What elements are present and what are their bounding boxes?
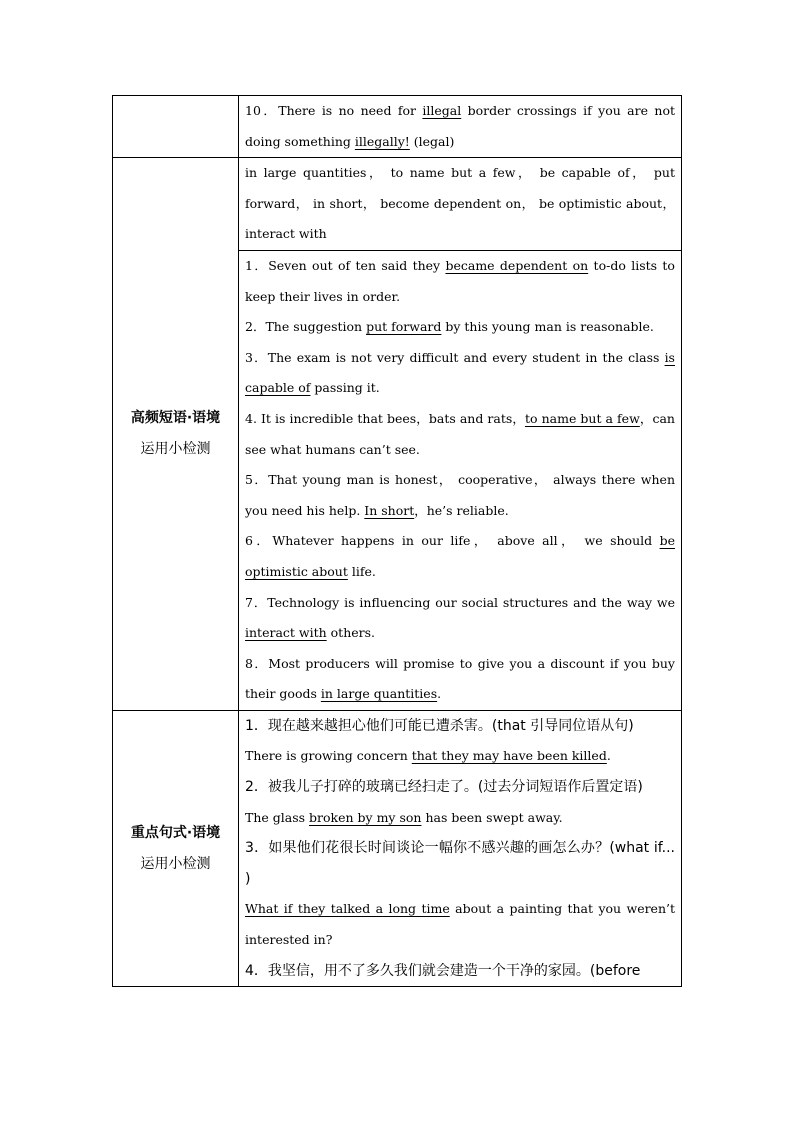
table-row-sentences (113, 710, 682, 986)
exercise-item: 6．Whatever happens in our life， above all， we should be optimistic about life. (245, 533, 675, 579)
section-label-phrases: 高频短语·语境 运用小检测 (113, 158, 239, 711)
translation-answer: What if they talked a long time about a painting that you weren’t interested in? (245, 901, 676, 948)
answer-blank: illegal (422, 103, 462, 118)
answer-blank: illegally! (354, 133, 410, 149)
chinese-prompt: 2．被我儿子打碎的玻璃已经扫走了。(过去分词短语作后置定语) (245, 779, 643, 796)
translation-answer: There is growing concern that they may have been killed. (245, 748, 611, 764)
answer-blank: to name but a few (524, 410, 640, 426)
phrase-bank: in large quantities， to name but a few， be capable of， put forward， in short， become dependent on， be optimistic about， interact with (245, 165, 675, 242)
exercise-item: 2．The suggestion put forward by this young man is reasonable. (245, 319, 654, 335)
translation-answer: The glass broken by my son has been swept away. (245, 809, 563, 825)
table-row-continuation (113, 96, 682, 158)
content-cell (239, 710, 682, 986)
answer-blank: In short (364, 502, 415, 518)
table-row-phrases (113, 158, 682, 711)
exercise-item: 8．Most producers will promise to give you a discount if you buy their goods in large quantities. (245, 655, 675, 702)
sentence-exercises (239, 711, 681, 986)
content-cell (239, 158, 682, 711)
answer-blank: What if they talked a long time (245, 901, 450, 917)
answer-blank: be optimistic about (245, 533, 675, 579)
answer-blank: interact with (245, 625, 327, 641)
section-label-sentences: 重点句式·语境 运用小检测 (113, 710, 239, 986)
chinese-prompt: 4．我坚信，用不了多久我们就会建造一个干净的家园。(before (245, 962, 641, 979)
answer-blank: put forward (366, 319, 442, 335)
exercise-item: 4. It is incredible that bees，bats and rats，to name but a few，can see what humans can’t see. (245, 410, 675, 457)
item-10: 10．There is no need for illegal border crossings if you are not doing something illegally! (legal) (245, 103, 675, 149)
answer-blank: in large quantities (320, 686, 438, 702)
content-cell (239, 96, 682, 158)
exercise-item: 5．That young man is honest， cooperative， always there when you need his help. In short，he’s reliable. (245, 472, 675, 518)
answer-blank: is capable of (245, 349, 675, 396)
phrase-exercises (239, 250, 681, 710)
answer-blank: broken by my son (309, 809, 422, 825)
empty-label-cell (113, 96, 239, 158)
exercise-item: 1．Seven out of ten said they became dependent on to-do lists to keep their lives in order. (245, 257, 675, 304)
chinese-prompt: 1．现在越来越担心他们可能已遭杀害。(that 引导同位语从句) (245, 717, 634, 734)
chinese-prompt: 3．如果他们花很长时间谈论一幅你不感兴趣的画怎么办？(what if... ) (245, 840, 675, 887)
exercise-item: 7．Technology is influencing our social structures and the way we interact with others. (245, 594, 675, 641)
answer-blank: became dependent on (445, 257, 589, 273)
exercise-item: 3．The exam is not very difficult and every student in the class is capable of passing it. (245, 349, 675, 396)
worksheet-table (112, 95, 682, 987)
answer-blank: that they may have been killed (411, 748, 607, 764)
